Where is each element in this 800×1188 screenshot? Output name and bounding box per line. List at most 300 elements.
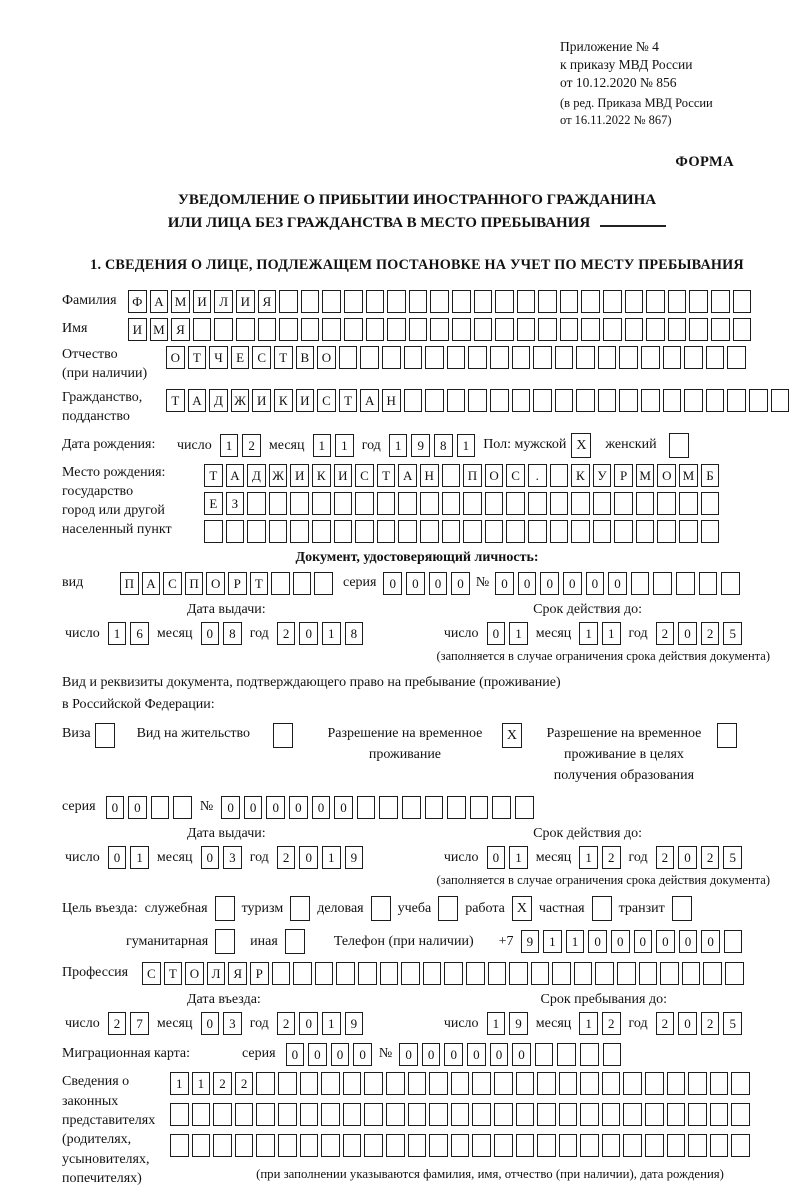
char-cell[interactable] bbox=[679, 492, 698, 515]
char-cell[interactable] bbox=[301, 318, 320, 341]
char-cell[interactable]: 1 bbox=[130, 846, 149, 869]
char-cell[interactable]: 0 bbox=[487, 622, 506, 645]
char-cell[interactable] bbox=[688, 1103, 707, 1126]
char-cell[interactable] bbox=[494, 1072, 513, 1095]
char-cell[interactable] bbox=[451, 1072, 470, 1095]
char-cell[interactable] bbox=[490, 346, 509, 369]
char-cell[interactable] bbox=[269, 520, 288, 543]
char-cell[interactable] bbox=[602, 1072, 621, 1095]
char-cell[interactable] bbox=[653, 572, 672, 595]
char-cell[interactable] bbox=[623, 1103, 642, 1126]
char-cell[interactable] bbox=[663, 389, 682, 412]
char-cell[interactable] bbox=[404, 346, 423, 369]
char-cell[interactable] bbox=[581, 290, 600, 313]
char-cell[interactable] bbox=[494, 1134, 513, 1157]
char-cell[interactable] bbox=[364, 1103, 383, 1126]
char-cell[interactable]: 0 bbox=[312, 796, 331, 819]
char-cell[interactable]: 0 bbox=[563, 572, 582, 595]
char-cell[interactable] bbox=[598, 389, 617, 412]
char-cell[interactable]: 2 bbox=[656, 1012, 675, 1035]
char-cell[interactable] bbox=[727, 346, 746, 369]
char-cell[interactable]: М bbox=[171, 290, 190, 313]
char-cell[interactable] bbox=[537, 1103, 556, 1126]
char-cell[interactable] bbox=[272, 962, 291, 985]
char-cell[interactable]: 1 bbox=[192, 1072, 211, 1095]
char-cell[interactable]: 9 bbox=[345, 1012, 364, 1035]
char-cell[interactable] bbox=[506, 520, 525, 543]
char-cell[interactable] bbox=[173, 796, 192, 819]
purpose-humanitarian-checkbox[interactable] bbox=[215, 929, 235, 954]
char-cell[interactable] bbox=[623, 1072, 642, 1095]
char-cell[interactable]: 8 bbox=[223, 622, 242, 645]
char-cell[interactable]: 0 bbox=[399, 1043, 418, 1066]
char-cell[interactable] bbox=[377, 492, 396, 515]
char-cell[interactable] bbox=[580, 1043, 599, 1066]
char-cell[interactable]: 5 bbox=[723, 622, 742, 645]
char-cell[interactable]: 0 bbox=[444, 1043, 463, 1066]
char-cell[interactable] bbox=[749, 389, 768, 412]
char-cell[interactable] bbox=[688, 1072, 707, 1095]
char-cell[interactable] bbox=[355, 492, 374, 515]
char-cell[interactable] bbox=[517, 290, 536, 313]
char-cell[interactable]: 0 bbox=[701, 930, 720, 953]
char-cell[interactable] bbox=[485, 492, 504, 515]
char-cell[interactable] bbox=[667, 1072, 686, 1095]
char-cell[interactable] bbox=[603, 318, 622, 341]
char-cell[interactable] bbox=[559, 1072, 578, 1095]
char-cell[interactable] bbox=[429, 1134, 448, 1157]
char-cell[interactable]: 0 bbox=[678, 1012, 697, 1035]
char-cell[interactable] bbox=[512, 346, 531, 369]
char-cell[interactable] bbox=[451, 1103, 470, 1126]
char-cell[interactable] bbox=[494, 1103, 513, 1126]
char-cell[interactable] bbox=[300, 1134, 319, 1157]
char-cell[interactable]: И bbox=[290, 464, 309, 487]
char-cell[interactable] bbox=[639, 962, 658, 985]
char-cell[interactable] bbox=[617, 962, 636, 985]
char-cell[interactable]: 2 bbox=[701, 622, 720, 645]
char-cell[interactable]: Л bbox=[214, 290, 233, 313]
char-cell[interactable]: 0 bbox=[308, 1043, 327, 1066]
char-cell[interactable] bbox=[425, 389, 444, 412]
char-cell[interactable] bbox=[667, 1103, 686, 1126]
char-cell[interactable] bbox=[571, 520, 590, 543]
char-cell[interactable]: 8 bbox=[434, 434, 453, 457]
char-cell[interactable]: 1 bbox=[509, 846, 528, 869]
char-cell[interactable]: 5 bbox=[723, 1012, 742, 1035]
char-cell[interactable] bbox=[657, 492, 676, 515]
char-cell[interactable] bbox=[550, 492, 569, 515]
char-cell[interactable] bbox=[555, 389, 574, 412]
char-cell[interactable] bbox=[334, 492, 353, 515]
char-cell[interactable] bbox=[731, 1072, 750, 1095]
char-cell[interactable] bbox=[528, 492, 547, 515]
char-cell[interactable]: 0 bbox=[451, 572, 470, 595]
char-cell[interactable] bbox=[258, 318, 277, 341]
char-cell[interactable] bbox=[488, 962, 507, 985]
char-cell[interactable]: 7 bbox=[130, 1012, 149, 1035]
char-cell[interactable]: 0 bbox=[679, 930, 698, 953]
char-cell[interactable] bbox=[725, 962, 744, 985]
char-cell[interactable]: 2 bbox=[242, 434, 261, 457]
char-cell[interactable]: 0 bbox=[289, 796, 308, 819]
char-cell[interactable] bbox=[366, 318, 385, 341]
char-cell[interactable]: С bbox=[506, 464, 525, 487]
char-cell[interactable]: Т bbox=[164, 962, 183, 985]
char-cell[interactable]: 2 bbox=[213, 1072, 232, 1095]
char-cell[interactable] bbox=[535, 1043, 554, 1066]
char-cell[interactable] bbox=[409, 318, 428, 341]
char-cell[interactable] bbox=[364, 1134, 383, 1157]
char-cell[interactable] bbox=[344, 318, 363, 341]
char-cell[interactable] bbox=[552, 962, 571, 985]
char-cell[interactable] bbox=[420, 492, 439, 515]
char-cell[interactable] bbox=[301, 290, 320, 313]
char-cell[interactable] bbox=[278, 1134, 297, 1157]
char-cell[interactable] bbox=[366, 290, 385, 313]
char-cell[interactable] bbox=[619, 389, 638, 412]
char-cell[interactable]: В bbox=[296, 346, 315, 369]
char-cell[interactable]: 1 bbox=[509, 622, 528, 645]
char-cell[interactable]: З bbox=[226, 492, 245, 515]
char-cell[interactable] bbox=[430, 318, 449, 341]
char-cell[interactable] bbox=[204, 520, 223, 543]
char-cell[interactable] bbox=[474, 318, 493, 341]
char-cell[interactable] bbox=[468, 389, 487, 412]
char-cell[interactable]: Т bbox=[250, 572, 269, 595]
char-cell[interactable] bbox=[598, 346, 617, 369]
char-cell[interactable] bbox=[312, 520, 331, 543]
char-cell[interactable] bbox=[293, 962, 312, 985]
char-cell[interactable] bbox=[300, 1103, 319, 1126]
char-cell[interactable]: 1 bbox=[579, 622, 598, 645]
char-cell[interactable]: Р bbox=[250, 962, 269, 985]
char-cell[interactable]: 0 bbox=[467, 1043, 486, 1066]
char-cell[interactable] bbox=[472, 1072, 491, 1095]
char-cell[interactable] bbox=[512, 389, 531, 412]
char-cell[interactable]: И bbox=[193, 290, 212, 313]
char-cell[interactable]: Е bbox=[231, 346, 250, 369]
char-cell[interactable]: М bbox=[636, 464, 655, 487]
char-cell[interactable]: 9 bbox=[521, 930, 540, 953]
char-cell[interactable]: 1 bbox=[335, 434, 354, 457]
char-cell[interactable] bbox=[602, 1134, 621, 1157]
char-cell[interactable] bbox=[466, 962, 485, 985]
char-cell[interactable]: 0 bbox=[656, 930, 675, 953]
temp-residence-checkbox[interactable]: X bbox=[502, 723, 522, 748]
char-cell[interactable] bbox=[447, 346, 466, 369]
char-cell[interactable] bbox=[688, 1134, 707, 1157]
char-cell[interactable] bbox=[537, 1134, 556, 1157]
char-cell[interactable]: 0 bbox=[611, 930, 630, 953]
char-cell[interactable] bbox=[636, 520, 655, 543]
char-cell[interactable]: 1 bbox=[220, 434, 239, 457]
char-cell[interactable] bbox=[533, 389, 552, 412]
char-cell[interactable] bbox=[576, 346, 595, 369]
char-cell[interactable] bbox=[235, 1103, 254, 1126]
char-cell[interactable] bbox=[193, 318, 212, 341]
char-cell[interactable] bbox=[721, 572, 740, 595]
temp-residence-edu-checkbox[interactable] bbox=[717, 723, 737, 748]
char-cell[interactable] bbox=[463, 492, 482, 515]
char-cell[interactable]: 5 bbox=[723, 846, 742, 869]
char-cell[interactable]: 2 bbox=[602, 1012, 621, 1035]
char-cell[interactable] bbox=[321, 1072, 340, 1095]
char-cell[interactable]: А bbox=[150, 290, 169, 313]
char-cell[interactable] bbox=[192, 1103, 211, 1126]
char-cell[interactable] bbox=[517, 318, 536, 341]
char-cell[interactable] bbox=[646, 318, 665, 341]
char-cell[interactable] bbox=[710, 1103, 729, 1126]
char-cell[interactable] bbox=[706, 346, 725, 369]
char-cell[interactable] bbox=[555, 346, 574, 369]
char-cell[interactable]: 9 bbox=[509, 1012, 528, 1035]
char-cell[interactable] bbox=[360, 346, 379, 369]
char-cell[interactable] bbox=[472, 1134, 491, 1157]
char-cell[interactable]: У bbox=[593, 464, 612, 487]
char-cell[interactable] bbox=[689, 290, 708, 313]
char-cell[interactable] bbox=[423, 962, 442, 985]
char-cell[interactable]: 1 bbox=[322, 622, 341, 645]
char-cell[interactable] bbox=[398, 520, 417, 543]
char-cell[interactable] bbox=[495, 318, 514, 341]
char-cell[interactable]: 6 bbox=[130, 622, 149, 645]
char-cell[interactable]: 1 bbox=[487, 1012, 506, 1035]
char-cell[interactable]: 0 bbox=[678, 846, 697, 869]
char-cell[interactable] bbox=[256, 1072, 275, 1095]
char-cell[interactable]: 2 bbox=[277, 622, 296, 645]
char-cell[interactable] bbox=[641, 346, 660, 369]
char-cell[interactable]: О bbox=[206, 572, 225, 595]
char-cell[interactable] bbox=[271, 572, 290, 595]
char-cell[interactable]: С bbox=[252, 346, 271, 369]
char-cell[interactable] bbox=[580, 1103, 599, 1126]
char-cell[interactable] bbox=[192, 1134, 211, 1157]
char-cell[interactable]: 0 bbox=[108, 846, 127, 869]
char-cell[interactable]: 0 bbox=[106, 796, 125, 819]
char-cell[interactable]: 0 bbox=[299, 622, 318, 645]
char-cell[interactable] bbox=[602, 1103, 621, 1126]
char-cell[interactable]: 0 bbox=[588, 930, 607, 953]
char-cell[interactable] bbox=[731, 1134, 750, 1157]
char-cell[interactable] bbox=[699, 572, 718, 595]
char-cell[interactable] bbox=[235, 1134, 254, 1157]
purpose-tourism-checkbox[interactable] bbox=[290, 896, 310, 921]
char-cell[interactable]: 0 bbox=[634, 930, 653, 953]
char-cell[interactable]: П bbox=[463, 464, 482, 487]
char-cell[interactable] bbox=[727, 389, 746, 412]
char-cell[interactable] bbox=[550, 464, 569, 487]
char-cell[interactable] bbox=[668, 318, 687, 341]
char-cell[interactable] bbox=[593, 520, 612, 543]
char-cell[interactable] bbox=[236, 318, 255, 341]
char-cell[interactable]: Т bbox=[188, 346, 207, 369]
char-cell[interactable]: 2 bbox=[108, 1012, 127, 1035]
purpose-other-checkbox[interactable] bbox=[285, 929, 305, 954]
char-cell[interactable]: 0 bbox=[201, 1012, 220, 1035]
char-cell[interactable] bbox=[668, 290, 687, 313]
char-cell[interactable] bbox=[386, 1072, 405, 1095]
char-cell[interactable]: М bbox=[150, 318, 169, 341]
char-cell[interactable] bbox=[387, 290, 406, 313]
char-cell[interactable] bbox=[684, 346, 703, 369]
char-cell[interactable] bbox=[684, 389, 703, 412]
char-cell[interactable]: 9 bbox=[411, 434, 430, 457]
char-cell[interactable] bbox=[293, 572, 312, 595]
char-cell[interactable]: 2 bbox=[277, 846, 296, 869]
char-cell[interactable] bbox=[625, 318, 644, 341]
char-cell[interactable] bbox=[676, 572, 695, 595]
char-cell[interactable] bbox=[386, 1134, 405, 1157]
char-cell[interactable]: Т bbox=[377, 464, 396, 487]
char-cell[interactable] bbox=[300, 1072, 319, 1095]
char-cell[interactable]: 1 bbox=[322, 846, 341, 869]
char-cell[interactable]: 0 bbox=[586, 572, 605, 595]
char-cell[interactable] bbox=[710, 1072, 729, 1095]
char-cell[interactable] bbox=[170, 1134, 189, 1157]
char-cell[interactable] bbox=[314, 572, 333, 595]
char-cell[interactable] bbox=[679, 520, 698, 543]
char-cell[interactable]: 0 bbox=[490, 1043, 509, 1066]
char-cell[interactable] bbox=[515, 796, 534, 819]
char-cell[interactable]: 0 bbox=[221, 796, 240, 819]
char-cell[interactable] bbox=[731, 1103, 750, 1126]
char-cell[interactable]: Н bbox=[420, 464, 439, 487]
char-cell[interactable]: Т bbox=[204, 464, 223, 487]
char-cell[interactable]: И bbox=[128, 318, 147, 341]
char-cell[interactable]: 0 bbox=[128, 796, 147, 819]
char-cell[interactable] bbox=[646, 290, 665, 313]
char-cell[interactable] bbox=[401, 962, 420, 985]
char-cell[interactable] bbox=[409, 290, 428, 313]
char-cell[interactable] bbox=[452, 290, 471, 313]
char-cell[interactable] bbox=[682, 962, 701, 985]
char-cell[interactable]: 1 bbox=[543, 930, 562, 953]
char-cell[interactable]: 2 bbox=[277, 1012, 296, 1035]
char-cell[interactable] bbox=[355, 520, 374, 543]
purpose-study-checkbox[interactable] bbox=[438, 896, 458, 921]
char-cell[interactable]: И bbox=[296, 389, 315, 412]
char-cell[interactable]: 0 bbox=[540, 572, 559, 595]
char-cell[interactable]: 0 bbox=[299, 846, 318, 869]
char-cell[interactable]: 3 bbox=[223, 846, 242, 869]
char-cell[interactable] bbox=[452, 318, 471, 341]
char-cell[interactable]: 2 bbox=[701, 1012, 720, 1035]
purpose-transit-checkbox[interactable] bbox=[672, 896, 692, 921]
char-cell[interactable]: 1 bbox=[602, 622, 621, 645]
purpose-business-checkbox[interactable] bbox=[371, 896, 391, 921]
char-cell[interactable] bbox=[733, 290, 752, 313]
purpose-official-checkbox[interactable] bbox=[215, 896, 235, 921]
char-cell[interactable]: 2 bbox=[656, 846, 675, 869]
char-cell[interactable] bbox=[657, 520, 676, 543]
char-cell[interactable] bbox=[710, 1134, 729, 1157]
char-cell[interactable]: И bbox=[236, 290, 255, 313]
char-cell[interactable] bbox=[247, 520, 266, 543]
char-cell[interactable]: И bbox=[252, 389, 271, 412]
char-cell[interactable] bbox=[619, 346, 638, 369]
char-cell[interactable]: 0 bbox=[286, 1043, 305, 1066]
char-cell[interactable] bbox=[623, 1134, 642, 1157]
char-cell[interactable] bbox=[701, 492, 720, 515]
char-cell[interactable] bbox=[701, 520, 720, 543]
char-cell[interactable] bbox=[537, 1072, 556, 1095]
char-cell[interactable] bbox=[430, 290, 449, 313]
char-cell[interactable] bbox=[315, 962, 334, 985]
char-cell[interactable]: 1 bbox=[579, 1012, 598, 1035]
char-cell[interactable] bbox=[557, 1043, 576, 1066]
char-cell[interactable] bbox=[528, 520, 547, 543]
char-cell[interactable] bbox=[402, 796, 421, 819]
char-cell[interactable] bbox=[560, 290, 579, 313]
char-cell[interactable] bbox=[269, 492, 288, 515]
char-cell[interactable]: 0 bbox=[244, 796, 263, 819]
char-cell[interactable] bbox=[420, 520, 439, 543]
char-cell[interactable] bbox=[408, 1134, 427, 1157]
char-cell[interactable]: Я bbox=[258, 290, 277, 313]
char-cell[interactable]: Д bbox=[247, 464, 266, 487]
char-cell[interactable]: 0 bbox=[331, 1043, 350, 1066]
char-cell[interactable]: Ж bbox=[269, 464, 288, 487]
char-cell[interactable] bbox=[442, 492, 461, 515]
char-cell[interactable]: Ф bbox=[128, 290, 147, 313]
char-cell[interactable]: 8 bbox=[345, 622, 364, 645]
char-cell[interactable] bbox=[470, 796, 489, 819]
char-cell[interactable]: 0 bbox=[608, 572, 627, 595]
char-cell[interactable]: К bbox=[274, 389, 293, 412]
char-cell[interactable]: 9 bbox=[345, 846, 364, 869]
char-cell[interactable] bbox=[398, 492, 417, 515]
char-cell[interactable]: Р bbox=[614, 464, 633, 487]
char-cell[interactable] bbox=[247, 492, 266, 515]
char-cell[interactable] bbox=[278, 1103, 297, 1126]
char-cell[interactable]: 2 bbox=[701, 846, 720, 869]
char-cell[interactable] bbox=[451, 1134, 470, 1157]
char-cell[interactable]: Т bbox=[274, 346, 293, 369]
char-cell[interactable]: С bbox=[142, 962, 161, 985]
char-cell[interactable]: Б bbox=[701, 464, 720, 487]
char-cell[interactable] bbox=[603, 1043, 622, 1066]
char-cell[interactable] bbox=[603, 290, 622, 313]
char-cell[interactable]: 1 bbox=[170, 1072, 189, 1095]
char-cell[interactable] bbox=[580, 1072, 599, 1095]
char-cell[interactable]: 0 bbox=[495, 572, 514, 595]
char-cell[interactable] bbox=[429, 1103, 448, 1126]
char-cell[interactable] bbox=[408, 1103, 427, 1126]
char-cell[interactable]: О bbox=[166, 346, 185, 369]
char-cell[interactable] bbox=[614, 492, 633, 515]
char-cell[interactable] bbox=[379, 796, 398, 819]
char-cell[interactable] bbox=[711, 290, 730, 313]
char-cell[interactable]: 2 bbox=[235, 1072, 254, 1095]
char-cell[interactable] bbox=[667, 1134, 686, 1157]
char-cell[interactable] bbox=[447, 389, 466, 412]
char-cell[interactable]: Ж bbox=[231, 389, 250, 412]
purpose-private-checkbox[interactable] bbox=[592, 896, 612, 921]
char-cell[interactable] bbox=[593, 492, 612, 515]
char-cell[interactable]: 1 bbox=[389, 434, 408, 457]
char-cell[interactable] bbox=[474, 290, 493, 313]
char-cell[interactable] bbox=[574, 962, 593, 985]
char-cell[interactable] bbox=[382, 346, 401, 369]
char-cell[interactable]: А bbox=[226, 464, 245, 487]
char-cell[interactable]: О bbox=[657, 464, 676, 487]
char-cell[interactable] bbox=[550, 520, 569, 543]
char-cell[interactable] bbox=[290, 492, 309, 515]
char-cell[interactable] bbox=[279, 318, 298, 341]
char-cell[interactable] bbox=[595, 962, 614, 985]
char-cell[interactable] bbox=[533, 346, 552, 369]
